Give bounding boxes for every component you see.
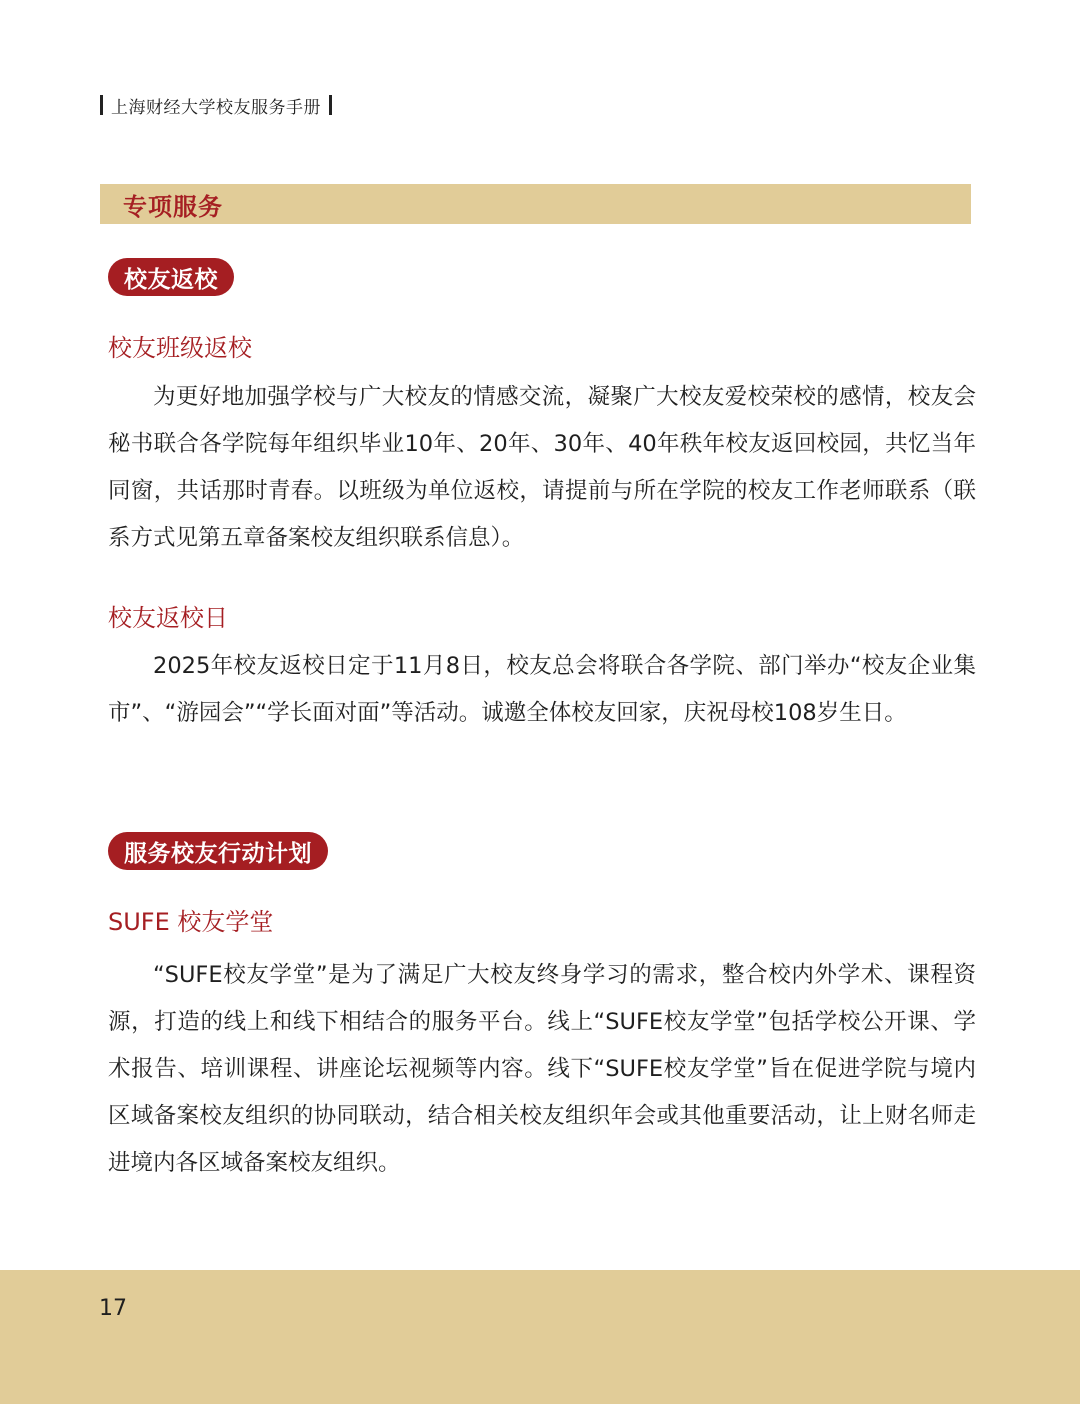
subheading-sufe-academy: SUFE 校友学堂 — [108, 908, 274, 936]
subheading-class-return: 校友班级返校 — [108, 334, 252, 362]
footer-band — [0, 1270, 1080, 1404]
header-divider-left — [100, 95, 103, 115]
page-number: 17 — [99, 1296, 127, 1321]
section-title-band — [100, 184, 971, 224]
paragraph-homecoming-day: 2025年校友返校日定于11月8日，校友总会将联合各学院、部门举办“校友企业集市”、“游园会”“学长面对面”等活动。诚邀全体校友回家，庆祝母校108岁生日。 — [108, 653, 976, 726]
paragraph-class-return: 为更好地加强学校与广大校友的情感交流，凝聚广大校友爱校荣校的感情，校友会秘书联合各学院每年组织毕业10年、20年、30年、40年秩年校友返回校园，共忆当年同窗，共话那时青春。以班级为单位返校，请提前与所在学院的校友工作老师联系（联系方式见第五章备案校友组织联系信息）。 — [108, 384, 976, 551]
category-tag-alumni-return: 校友返校 — [108, 258, 234, 296]
running-header — [100, 92, 332, 118]
subheading-homecoming-day: 校友返校日 — [108, 604, 228, 632]
header-divider-right — [329, 95, 332, 115]
paragraph-sufe-academy: “SUFE校友学堂”是为了满足广大校友终身学习的需求，整合校内外学术、课程资源，打造的线上和线下相结合的服务平台。线上“SUFE校友学堂”包括学校公开课、学术报告、培训课程、讲座论坛视频等内容。线下“SUFE校友学堂”旨在促进学院与境内区域备案校友组织的协同联动，结合相关校友组织年会或其他重要活动，让上财名师走进境内各区域备案校友组织。 — [108, 962, 976, 1176]
category-tag-service-plan: 服务校友行动计划 — [108, 832, 328, 870]
section-title: 专项服务 — [123, 192, 223, 221]
running-title: 上海财经大学校友服务手册 — [111, 97, 321, 118]
